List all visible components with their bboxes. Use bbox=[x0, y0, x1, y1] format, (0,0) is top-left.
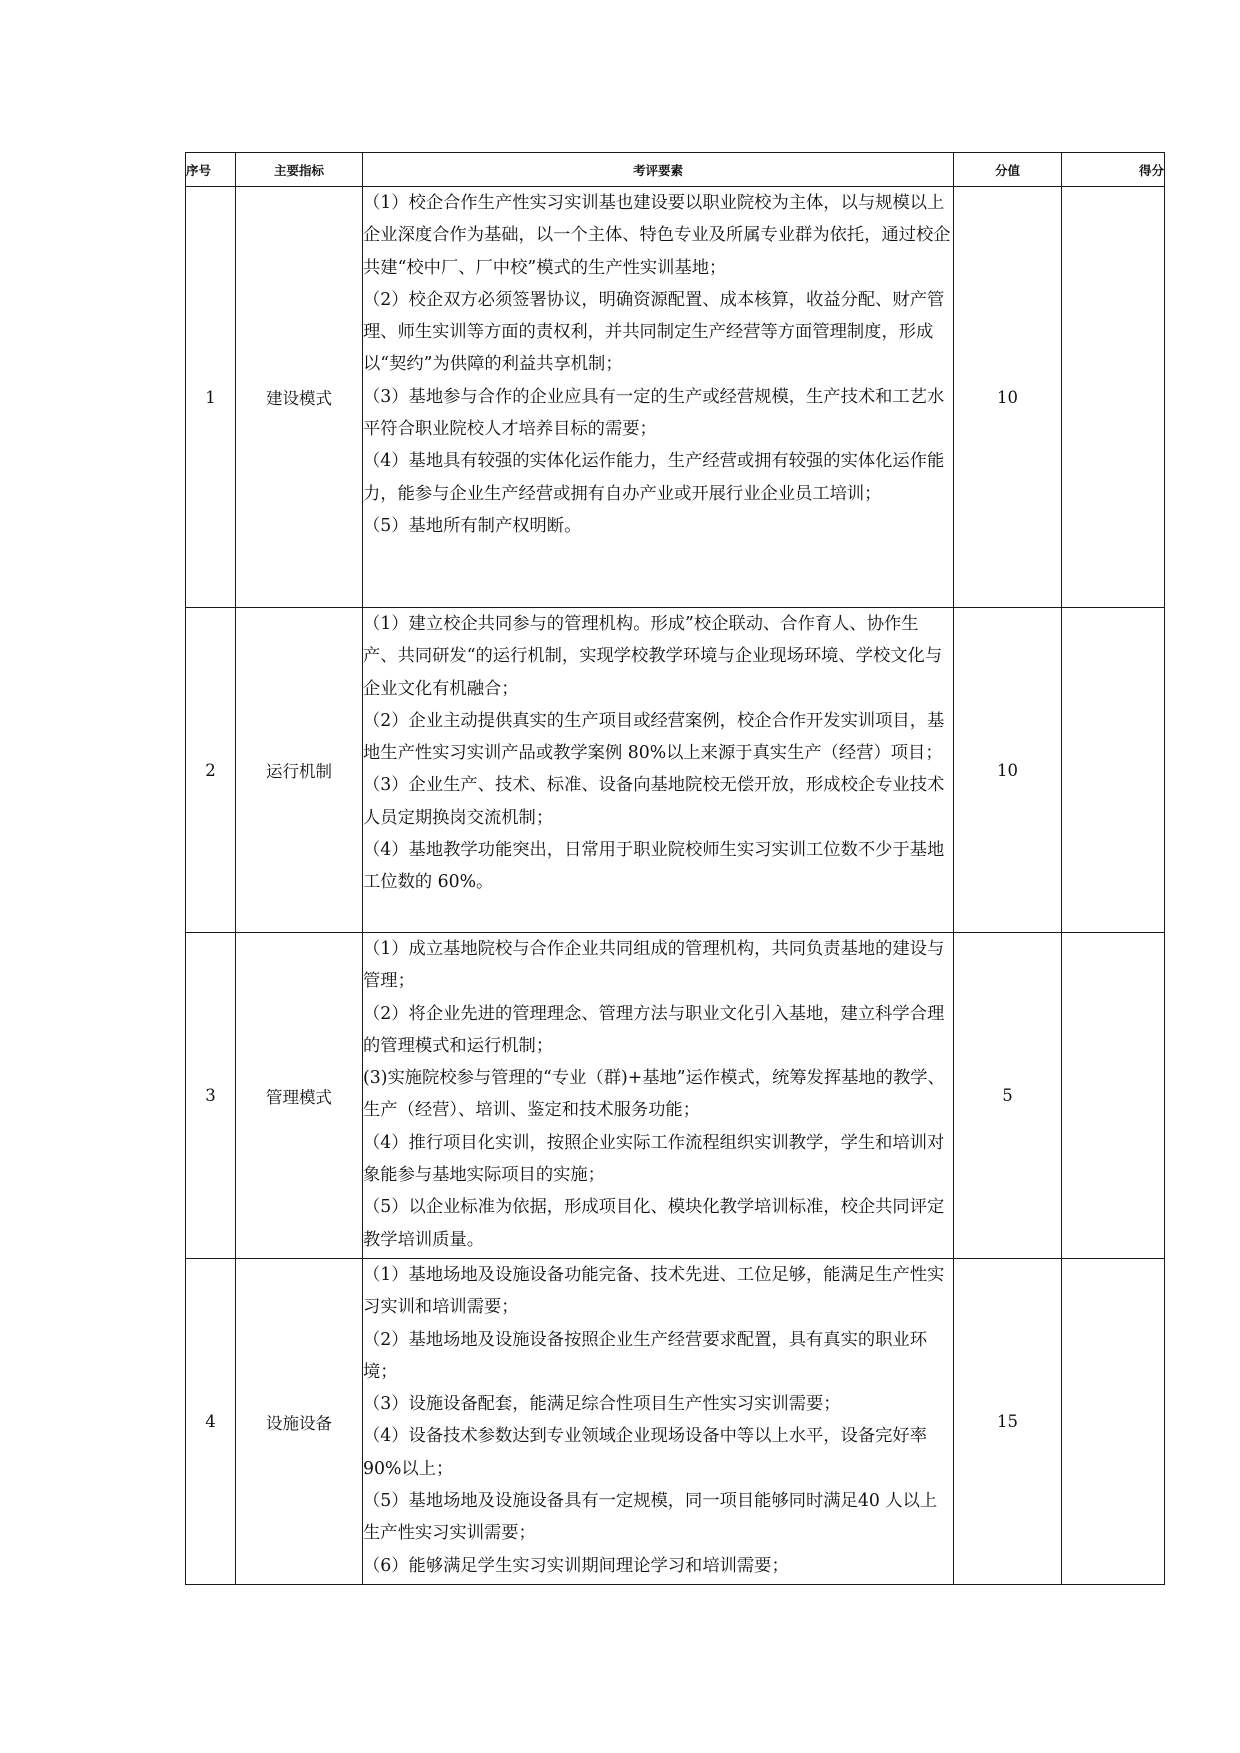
row-points: 10 bbox=[954, 608, 1062, 933]
element-item: （2）校企双方必须签署协议，明确资源配置、成本核算，收益分配、财产管理、师生实训等方面的责权利，并共同制定生产经营等方面管理制度，形成以“契约”为供障的利益共享机制； bbox=[363, 289, 945, 375]
element-item: （4）基地具有较强的实体化运作能力，生产经营或拥有较强的实体化运作能力，能参与企业生产经营或拥有自办产业或开展行业企业员工培训； bbox=[363, 451, 945, 504]
table-row bbox=[186, 1259, 1165, 1585]
element-item: （1）建立校企共同参与的管理机构。形成”校企联动、合作育人、协作生产、共同研发“的运行机制，实现学校教学环境与企业现场环境、学校文化与企业文化有机融合； bbox=[363, 614, 943, 699]
row-seq: 4 bbox=[186, 1259, 236, 1585]
row-points: 5 bbox=[954, 933, 1062, 1259]
row-points: 10 bbox=[954, 187, 1062, 608]
row-seq: 2 bbox=[186, 608, 236, 933]
element-item: （4）设备技术参数达到专业领域企业现场设备中等以上水平，设备完好率 90%以上； bbox=[363, 1426, 927, 1479]
element-item: （2）将企业先进的管理理念、管理方法与职业文化引入基地，建立科学合理的管理模式和运行机制； bbox=[363, 1003, 945, 1056]
row-score bbox=[1062, 1259, 1165, 1585]
element-item: （3）基地参与合作的企业应具有一定的生产或经营规模，生产技术和工艺水平符合职业院校人才培养目标的需要； bbox=[363, 386, 945, 440]
row-indicator: 管理模式 bbox=[236, 933, 363, 1259]
row-score bbox=[1062, 608, 1165, 933]
element-item: （1）校企合作生产性实习实训基也建设要以职业院校为主体，以与规模以上企业深度合作为基础，以一个主体、特色专业及所属专业群为依托，通过校企共建“校中厂、厂中校”模式的生产性实训基地； bbox=[363, 193, 951, 278]
table-row bbox=[186, 933, 1165, 1259]
row-elements bbox=[363, 608, 954, 933]
row-seq: 3 bbox=[186, 933, 236, 1259]
element-item: （5）基地所有制产权明断。 bbox=[363, 515, 582, 536]
header-score: 得分 bbox=[1062, 153, 1165, 187]
table-row bbox=[186, 608, 1165, 933]
table-row bbox=[186, 187, 1165, 608]
row-elements bbox=[363, 187, 954, 608]
row-points: 15 bbox=[954, 1259, 1062, 1585]
row-elements bbox=[363, 1259, 954, 1585]
element-item: （6）能够满足学生实习实训期间理论学习和培训需要； bbox=[363, 1555, 789, 1576]
evaluation-table bbox=[185, 152, 1165, 1585]
element-item: （5）以企业标准为依据，形成项目化、模块化教学培训标准，校企共同评定教学培训质量。 bbox=[363, 1197, 945, 1250]
element-item: （3）设施设备配套，能满足综合性项目生产性实习实训需要； bbox=[363, 1394, 841, 1415]
row-score bbox=[1062, 933, 1165, 1259]
element-item: （4）推行项目化实训，按照企业实际工作流程组织实训教学，学生和培训对象能参与基地实际项目的实施； bbox=[363, 1132, 945, 1186]
header-indicator: 主要指标 bbox=[236, 153, 363, 187]
header-points: 分值 bbox=[954, 153, 1062, 187]
row-indicator: 运行机制 bbox=[236, 608, 363, 933]
row-elements bbox=[363, 933, 954, 1259]
element-item: (3)实施院校参与管理的“专业（群)+基地”运作模式，统筹发挥基地的教学、生产（经营）、培训、鉴定和技术服务功能； bbox=[363, 1068, 945, 1121]
element-item: （2）基地场地及设施设备按照企业生产经营要求配置，具有真实的职业环境； bbox=[363, 1329, 927, 1382]
row-indicator: 建设模式 bbox=[236, 187, 363, 608]
row-seq: 1 bbox=[186, 187, 236, 608]
element-item: （1）成立基地院校与合作企业共同组成的管理机构，共同负责基地的建设与管理； bbox=[363, 939, 945, 992]
header-row bbox=[186, 153, 1165, 187]
element-item: （1）基地场地及设施设备功能完备、技术先进、工位足够，能满足生产性实习实训和培训需要； bbox=[363, 1265, 945, 1318]
element-item: （5）基地场地及设施设备具有一定规模，同一项目能够同时满足40 人以上生产性实习实训需要； bbox=[363, 1491, 938, 1544]
header-seq: 序号 bbox=[186, 153, 236, 187]
row-score bbox=[1062, 187, 1165, 608]
element-item: （3）企业生产、技术、标准、设备向基地院校无偿开放，形成校企专业技术人员定期换岗交流机制； bbox=[363, 775, 945, 828]
header-elements: 考评要素 bbox=[363, 153, 954, 187]
row-indicator: 设施设备 bbox=[236, 1259, 363, 1585]
element-item: （4）基地教学功能突出，日常用于职业院校师生实习实训工位数不少于基地工位数的 60%。 bbox=[363, 840, 945, 893]
element-item: （2）企业主动提供真实的生产项目或经营案例，校企合作开发实训项目，基地生产性实习实训产品或教学案例 80%以上来源于真实生产（经营）项目； bbox=[363, 710, 945, 764]
